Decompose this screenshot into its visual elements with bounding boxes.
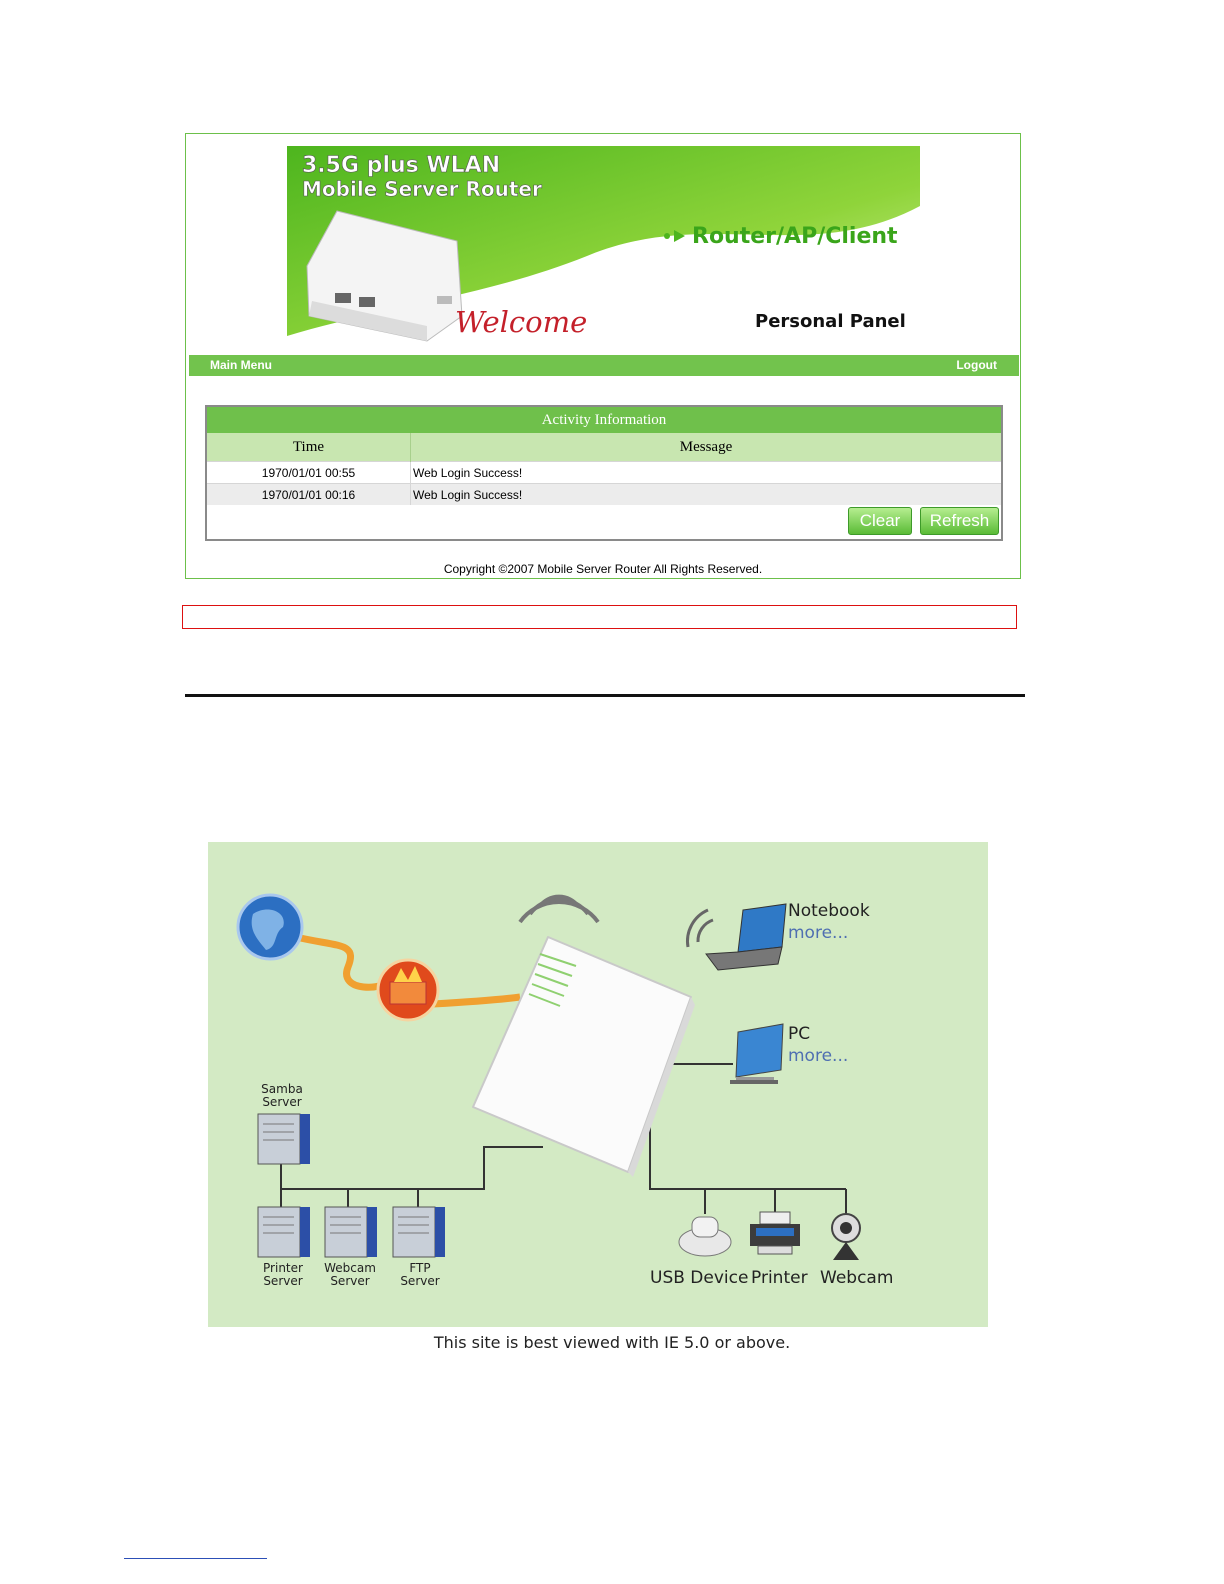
welcome-text: Welcome: [455, 305, 588, 339]
footnote-separator: [124, 1558, 267, 1559]
wifi-signal-icon: [520, 897, 598, 922]
notebook-label: Notebook: [788, 901, 870, 921]
logout-link[interactable]: Logout: [956, 358, 997, 372]
column-header-message: Message: [411, 433, 1002, 462]
webcam-server-icon: [325, 1207, 377, 1257]
pc-icon: [730, 1024, 783, 1084]
printer-label: Printer: [751, 1268, 808, 1288]
notebook-icon: [688, 904, 786, 970]
usb-device-icon: [679, 1217, 731, 1256]
webcam-icon: [832, 1214, 860, 1260]
menu-bar: [189, 355, 1019, 376]
column-header-time: Time: [207, 433, 411, 462]
product-line1: 3.5G plus WLAN: [302, 153, 501, 178]
pc-more-link[interactable]: more...: [788, 1046, 849, 1066]
samba-server-icon: [258, 1114, 310, 1164]
ftp-server-label: FTP Server: [400, 1261, 440, 1288]
network-diagram-graphic: [208, 842, 988, 1327]
usb-device-label: USB Device: [650, 1268, 749, 1288]
printer-server-label: Printer Server: [263, 1261, 303, 1288]
personal-panel-title: Personal Panel: [755, 311, 906, 332]
printer-icon: [750, 1212, 800, 1254]
firewall-icon: [378, 960, 438, 1020]
webcam-server-label: Webcam Server: [324, 1261, 376, 1288]
ftp-server-icon: [393, 1207, 445, 1257]
row-message: Web Login Success!: [411, 484, 1002, 506]
activity-title: Activity Information: [207, 407, 1001, 433]
activity-information-box: [205, 405, 1003, 541]
section-divider: [185, 694, 1025, 697]
product-line2: Mobile Server Router: [302, 177, 542, 201]
samba-server-label: Samba Server: [261, 1082, 303, 1109]
row-time: 1970/01/01 00:16: [207, 484, 411, 506]
clear-button[interactable]: Clear: [848, 507, 912, 535]
table-row: [207, 462, 1001, 484]
browser-note: This site is best viewed with IE 5.0 or above.: [433, 1333, 791, 1352]
activity-table: [207, 433, 1001, 505]
main-menu-link[interactable]: Main Menu: [210, 358, 272, 372]
router-admin-panel: [185, 133, 1021, 579]
internet-globe-icon: [238, 895, 302, 959]
webcam-label: Webcam: [820, 1268, 894, 1288]
row-time: 1970/01/01 00:55: [207, 462, 411, 484]
welcome-banner: [287, 146, 920, 354]
refresh-button[interactable]: Refresh: [920, 507, 999, 535]
printer-server-icon: [258, 1207, 310, 1257]
router-icon: [473, 937, 695, 1177]
copyright-text: Copyright ©2007 Mobile Server Router All Rights Reserved.: [443, 562, 763, 576]
notebook-more-link[interactable]: more...: [788, 923, 849, 943]
pc-label: PC: [788, 1024, 811, 1044]
highlight-box: [182, 605, 1017, 629]
network-diagram: [208, 842, 988, 1327]
mode-label: Router/AP/Client: [692, 224, 898, 249]
table-row: [207, 484, 1001, 506]
row-message: Web Login Success!: [411, 462, 1002, 484]
